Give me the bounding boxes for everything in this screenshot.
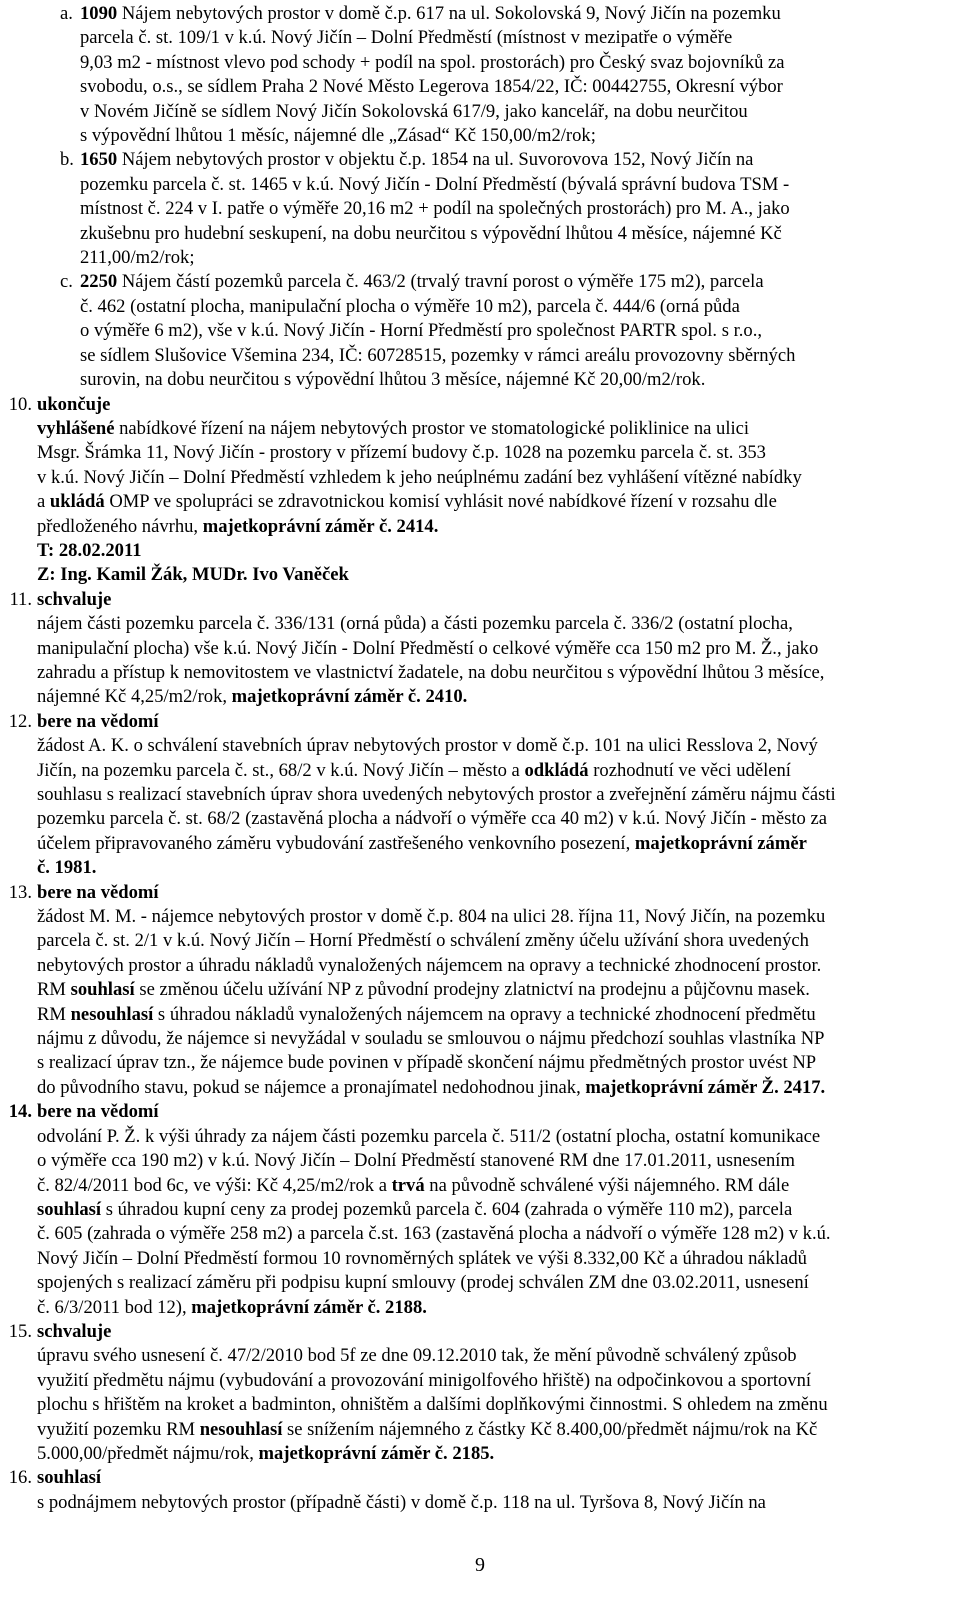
text-run: s úhradou nákladů vynaložených nájemcem na opravy a technické zhodnocení předmětu: [153, 1003, 816, 1025]
text-line: [37, 1491, 960, 1515]
text-run: předloženého návrhu,: [37, 515, 203, 537]
item-number: 16.: [8, 1467, 32, 1489]
text-run: Nájem nebytových prostor v objektu č.p. 1854 na ul. Suvorovova 152, Nový Jičín na: [117, 149, 754, 171]
text-line: [37, 685, 960, 709]
resolution-item: [0, 1466, 960, 1515]
resolution-item: [0, 881, 960, 1101]
text-run: místnost č. 224 v I. patře o výměře 20,16 m2 + podíl na společných prostorách) pro M. A., jako: [80, 198, 790, 220]
text-run: zahradu a přístup k nemovitostem ve vlastnictví žadatele, na dobu neurčitou s výpovědní lhůtou 3 měsíce,: [37, 661, 825, 683]
bold-text: nesouhlasí: [199, 1418, 283, 1440]
text-line: [37, 1296, 960, 1320]
bold-text: majetkoprávní záměr č. 2414.: [202, 515, 439, 537]
text-run: č. 605 (zahrada o výměře 258 m2) a parcela č.st. 163 (zastavěná plocha a nádvoří o výměře 128 m2) v k.ú.: [37, 1223, 831, 1245]
text-line: [80, 51, 960, 75]
text-run: úpravu svého usnesení č. 47/2/2010 bod 5f ze dne 09.12.2010 tak, že mění původně schválený způsob: [37, 1345, 797, 1367]
text-line: [37, 783, 960, 807]
item-content: [37, 881, 960, 1101]
sub-item-content: [80, 270, 960, 392]
resolution-item: [0, 588, 960, 710]
text-line: [80, 197, 960, 221]
item-number: 13.: [8, 881, 32, 903]
item-number: 12.: [8, 710, 32, 732]
text-line: [37, 905, 960, 929]
text-line: [37, 1027, 960, 1051]
bold-text: souhlasí: [70, 979, 135, 1001]
sub-item-list: [0, 2, 960, 393]
text-run: Msgr. Šrámka 11, Nový Jičín - prostory v přízemí budovy č.p. 1028 na pozemku parcela č. st. 353: [37, 442, 766, 464]
text-line: [37, 1271, 960, 1295]
text-run: zkušebnu pro hudební seskupení, na dobu neurčitou s výpovědní lhůtou 4 měsíce, nájemné Kč: [80, 222, 782, 244]
text-run: s úhradou kupní ceny za prodej pozemků parcela č. 604 (zahrada o výměře 110 m2), parcela: [101, 1198, 793, 1220]
bold-text: majetkoprávní záměr: [634, 832, 807, 854]
text-line: [80, 148, 960, 172]
text-line: [37, 515, 960, 539]
text-line: [37, 881, 960, 905]
text-run: manipulační plocha) vše k.ú. Nový Jičín - Dolní Předměstí o celkové výměře cca 150 m2 pro M. Ž., jako: [37, 637, 819, 659]
text-line: [80, 2, 960, 26]
text-line: [37, 1247, 960, 1271]
text-run: rozhodnutí ve věci udělení: [588, 759, 791, 781]
text-line: [37, 417, 960, 441]
bold-text: vyhlášené: [37, 417, 115, 439]
bold-text: 1090: [80, 3, 118, 24]
text-run: nájemné Kč 4,25/m2/rok,: [37, 686, 232, 708]
text-run: do původního stavu, pokud se nájemce a pronajímatel nedohodnou jinak,: [37, 1076, 586, 1098]
sub-item-content: [80, 2, 960, 148]
text-line: [80, 75, 960, 99]
text-line: [37, 832, 960, 856]
text-run: svobodu, o.s., se sídlem Praha 2 Nové Město Legerova 1854/22, IČ: 00442755, Okresní výbor: [80, 76, 783, 98]
text-run: a: [37, 491, 50, 513]
text-line: [37, 1393, 960, 1417]
text-run: nabídkové řízení na nájem nebytových prostor ve stomatologické poliklinice na ulici: [114, 417, 750, 439]
bold-text: Z: Ing. Kamil Žák, MUDr. Ivo Vaněček: [37, 564, 349, 586]
text-run: parcela č. st. 2/1 v k.ú. Nový Jičín – Horní Předměstí o schválení změny účelu užívání shora uvedených: [37, 930, 809, 952]
sub-item-content: [80, 148, 960, 270]
text-run: Nový Jičín – Dolní Předměstí formou 10 rovnoměrných splátek ve výši 8.332,00 Kč a úhradou nákladů: [37, 1247, 807, 1269]
sub-item: [0, 270, 960, 392]
text-line: [37, 1442, 960, 1466]
text-run: o výměře 6 m2), vše v k.ú. Nový Jičín - Horní Předměstí pro společnost PARTR spol. s r.o.,: [80, 320, 762, 342]
text-line: [37, 612, 960, 636]
item-number: 15.: [8, 1320, 32, 1342]
bold-text: souhlasí: [37, 1467, 102, 1489]
bold-text: ukládá: [49, 491, 105, 513]
text-run: odvolání P. Ž. k výši úhrady za nájem části pozemku parcela č. 511/2 (ostatní plocha, ostatní komunikace: [37, 1125, 821, 1147]
text-run: RM: [37, 979, 71, 1001]
text-line: [37, 1222, 960, 1246]
text-run: se změnou účelu užívání NP z původní prodejny zlatnictví na prodejnu a půjčovnu masek.: [134, 979, 810, 1001]
item-content: [37, 1320, 960, 1466]
text-run: využití předmětu nájmu (vybudování a provozování minigolfového hřiště) na odpočinkovou a sportovní: [37, 1369, 812, 1391]
text-run: nájem části pozemku parcela č. 336/131 (orná půda) a části pozemku parcela č. 336/2 (ostatní plocha,: [37, 613, 793, 635]
text-line: [80, 368, 960, 392]
text-line: [37, 710, 960, 734]
sub-item-letter: a.: [60, 3, 73, 24]
bold-text: schvaluje: [37, 588, 112, 610]
text-line: [37, 759, 960, 783]
text-line: [37, 441, 960, 465]
text-run: se snížením nájemného z částky Kč 8.400,00/předmět nájmu/rok na Kč: [282, 1418, 818, 1440]
text-line: [80, 344, 960, 368]
text-run: Jičín, na pozemku parcela č. st., 68/2 v k.ú. Nový Jičín – město a: [37, 759, 525, 781]
bold-text: ukončuje: [37, 393, 111, 415]
text-run: plochu s hřištěm na kroket a badminton, ohništěm a dalšími doplňkovými činnostmi. S ohledem na změnu: [37, 1394, 828, 1416]
page-number: 9: [475, 1554, 485, 1576]
text-line: [37, 1174, 960, 1198]
text-line: [80, 124, 960, 148]
text-run: účelem připravovaného záměru vybudování zastřešeného venkovního posezení,: [37, 832, 635, 854]
text-run: o výměře cca 190 m2) v k.ú. Nový Jičín – Dolní Předměstí stanovené RM dne 17.01.2011, usnesením: [37, 1150, 795, 1172]
item-number: 11.: [9, 588, 32, 610]
text-run: Nájem nebytových prostor v domě č.p. 617 na ul. Sokolovská 9, Nový Jičín na pozemku: [117, 3, 781, 24]
bold-text: T: 28.02.2011: [37, 539, 142, 561]
text-run: parcela č. st. 109/1 v k.ú. Nový Jičín – Dolní Předměstí (místnost v mezipatře o výměře: [80, 27, 733, 49]
text-run: Nájem částí pozemků parcela č. 463/2 (trvalý travní porost o výměře 175 m2), parcela: [117, 271, 764, 293]
text-line: [37, 1100, 960, 1124]
text-line: [80, 295, 960, 319]
text-line: [80, 319, 960, 343]
bold-text: souhlasí: [37, 1198, 102, 1220]
bold-text: odkládá: [524, 759, 589, 781]
resolution-item: [0, 1100, 960, 1320]
text-line: [37, 978, 960, 1002]
bold-text: majetkoprávní záměr č. 2185.: [258, 1442, 495, 1464]
text-run: na původně schválené výši nájemného. RM dále: [424, 1174, 790, 1196]
text-line: [37, 1149, 960, 1173]
bold-text: schvaluje: [37, 1320, 112, 1342]
text-line: [80, 100, 960, 124]
item-content: [37, 1466, 960, 1515]
text-run: se sídlem Slušovice Všemina 234, IČ: 60728515, pozemky v rámci areálu provozovny sběrných: [80, 344, 796, 366]
text-run: žádost M. M. - nájemce nebytových prostor v domě č.p. 804 na ulici 28. října 11, Nový Jičín, na pozemku: [37, 906, 826, 928]
item-number: 14.: [8, 1101, 32, 1123]
text-run: s výpovědní lhůtou 1 měsíc, nájemné dle „Zásad“ Kč 150,00/m2/rok;: [80, 125, 596, 147]
text-run: s realizací úprav tzn., že nájemce bude povinen v případě skončení nájmu předmětných prostor uvést NP: [37, 1052, 817, 1074]
text-line: [80, 222, 960, 246]
text-run: nájmu z důvodu, že nájemce si nevyžádal v souladu se smlouvou o nájmu předchozí souhlas vlastníka NP: [37, 1028, 825, 1050]
text-run: nebytových prostor a úhradu nákladů vynaložených nájemcem na opravy a technické zhodnocení prostor.: [37, 954, 822, 976]
bold-text: majetkoprávní záměr č. 2410.: [231, 686, 468, 708]
bold-text: bere na vědomí: [37, 881, 159, 903]
text-line: [37, 856, 960, 880]
text-line: [37, 563, 960, 587]
bold-text: trvá: [391, 1174, 425, 1196]
text-run: žádost A. K. o schválení stavebních úprav nebytových prostor v domě č.p. 101 na ulici Resslova 2, Nový: [37, 735, 818, 757]
bold-text: nesouhlasí: [70, 1003, 154, 1025]
text-line: [37, 1003, 960, 1027]
text-line: [37, 393, 960, 417]
text-run: souhlasu s realizací stavebních úprav shora uvedených nebytových prostor a zveřejnění záměru nájmu části: [37, 784, 836, 805]
text-line: [80, 270, 960, 294]
text-run: v k.ú. Nový Jičín – Dolní Předměstí vzhledem k jeho neúplnému zadání bez vyhlášení vítězné nabídky: [37, 466, 802, 488]
text-run: v Novém Jičíně se sídlem Nový Jičín Sokolovská 617/9, jako kancelář, na dobu neurčitou: [80, 100, 748, 122]
text-run: pozemku parcela č. st. 68/2 (zastavěná plocha a nádvoří o výměře cca 40 m2) v k.ú. Nový Jičín - město za: [37, 808, 827, 830]
text-line: [37, 466, 960, 490]
item-content: [37, 1100, 960, 1320]
text-line: [37, 588, 960, 612]
text-run: využití pozemku RM: [37, 1418, 200, 1440]
text-line: [37, 1320, 960, 1344]
text-line: [37, 637, 960, 661]
sub-item-letter: c.: [60, 271, 73, 293]
text-run: 5.000,00/předmět nájmu/rok,: [37, 1442, 259, 1464]
sub-item: [0, 2, 960, 148]
text-run: č. 82/4/2011 bod 6c, ve výši: Kč 4,25/m2/rok a: [37, 1174, 392, 1196]
item-content: [37, 393, 960, 588]
text-run: surovin, na dobu neurčitou s výpovědní lhůtou 3 měsíce, nájemné Kč 20,00/m2/rok.: [80, 369, 706, 391]
text-line: [37, 1466, 960, 1490]
text-line: [37, 807, 960, 831]
item-content: [37, 710, 960, 881]
resolution-item: [0, 1320, 960, 1466]
sub-item-letter: b.: [60, 149, 74, 171]
bold-text: 1650: [80, 149, 118, 171]
text-run: pozemku parcela č. st. 1465 v k.ú. Nový Jičín - Dolní Předměstí (bývalá správní budova TSM -: [80, 173, 790, 195]
sub-item: [0, 148, 960, 270]
text-line: [37, 954, 960, 978]
text-line: [37, 661, 960, 685]
text-run: č. 6/3/2011 bod 12),: [37, 1296, 192, 1318]
text-line: [80, 26, 960, 50]
text-line: [80, 173, 960, 197]
text-run: RM: [37, 1003, 71, 1025]
text-line: [37, 929, 960, 953]
text-line: [37, 734, 960, 758]
resolution-item: [0, 710, 960, 881]
bold-text: majetkoprávní záměr č. 2188.: [191, 1296, 427, 1318]
bold-text: bere na vědomí: [37, 1101, 159, 1123]
bold-text: 2250: [80, 271, 118, 293]
text-run: spojených s realizací záměru při podpisu kupní smlouvy (prodej schválen ZM dne 03.02.2011, usnesení: [37, 1272, 809, 1294]
text-run: č. 462 (ostatní plocha, manipulační plocha o výměře 10 m2), parcela č. 444/6 (orná půda: [80, 295, 740, 317]
text-line: [80, 246, 960, 270]
text-line: [37, 1076, 960, 1100]
bold-text: č. 1981.: [37, 857, 97, 879]
document-page: [0, 2, 960, 1515]
text-line: [37, 1369, 960, 1393]
text-line: [37, 1125, 960, 1149]
text-run: s podnájmem nebytových prostor (případně části) v domě č.p. 118 na ul. Tyršova 8, Nový Jičín na: [37, 1491, 766, 1513]
text-line: [37, 1051, 960, 1075]
item-content: [37, 588, 960, 710]
item-number: 10.: [8, 393, 32, 415]
text-line: [37, 1418, 960, 1442]
text-run: OMP ve spolupráci se zdravotnickou komisí vyhlásit nové nabídkové řízení v rozsahu dle: [104, 491, 777, 513]
text-line: [37, 1344, 960, 1368]
resolution-list: [0, 393, 960, 1516]
text-line: [37, 1198, 960, 1222]
bold-text: majetkoprávní záměr Ž. 2417.: [585, 1076, 826, 1098]
resolution-item: [0, 393, 960, 588]
text-run: 9,03 m2 - místnost vlevo pod schody + podíl na spol. prostorách) pro Český svaz bojovníků za: [80, 51, 785, 73]
text-line: [37, 539, 960, 563]
text-line: [37, 490, 960, 514]
text-run: 211,00/m2/rok;: [80, 247, 195, 269]
bold-text: bere na vědomí: [37, 710, 159, 732]
